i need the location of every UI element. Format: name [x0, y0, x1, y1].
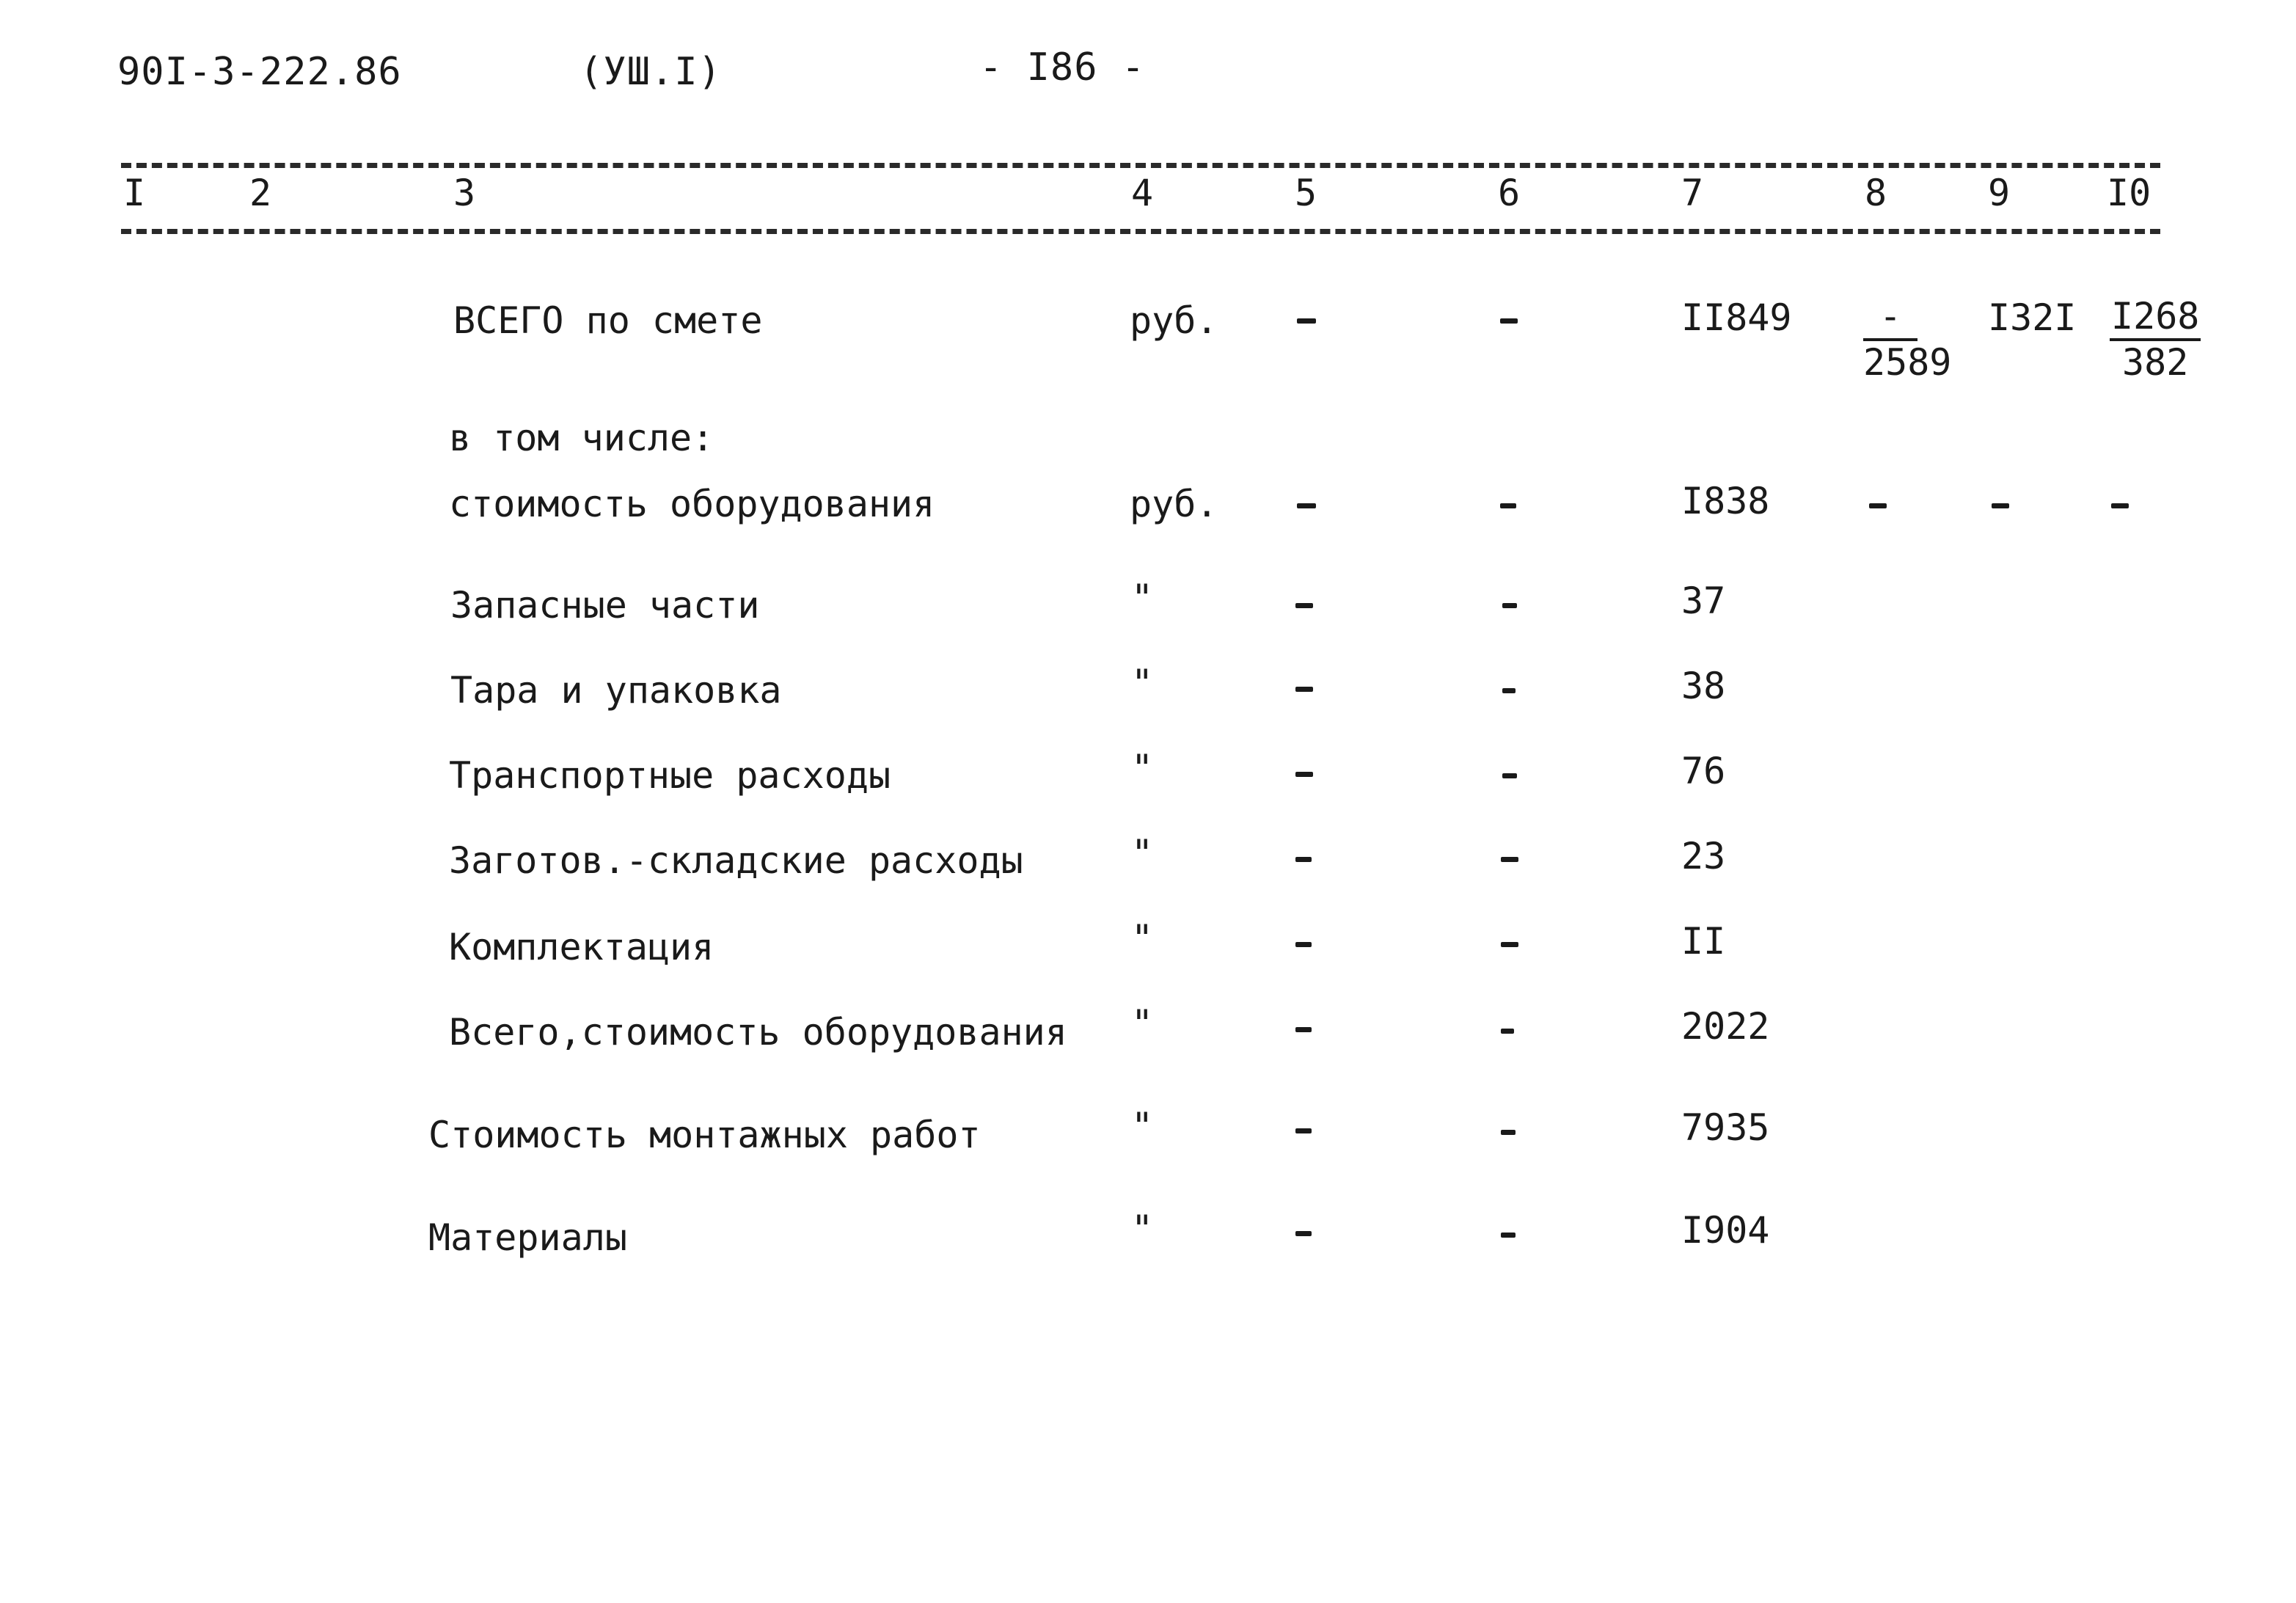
- row-unit: ": [1131, 1105, 1154, 1147]
- row-total: I904: [1681, 1209, 1770, 1252]
- summary-col10-numerator: I268: [2110, 296, 2201, 341]
- row-col5-dash: [1295, 942, 1312, 947]
- row-label: Комплектация: [449, 926, 714, 968]
- row-col5-dash: [1295, 603, 1313, 608]
- equipment-col5-dash: [1297, 503, 1316, 508]
- row-label: Стоимость монтажных работ: [428, 1114, 981, 1156]
- equipment-col9-dash: [1992, 503, 2009, 508]
- row-total: 38: [1681, 665, 1726, 707]
- summary-col10-fraction: [2110, 296, 2201, 383]
- row-col5-dash: [1295, 1128, 1312, 1133]
- row-col6-dash: [1502, 773, 1517, 778]
- column-number-1: I: [123, 172, 146, 214]
- equipment-total: I838: [1681, 480, 1770, 522]
- row-col5-dash: [1295, 687, 1313, 692]
- row-col6-dash: [1501, 1233, 1516, 1238]
- row-col6-dash: [1501, 857, 1518, 862]
- equipment-col10-dash: [2111, 503, 2129, 508]
- column-number-7: 7: [1681, 172, 1704, 214]
- column-number-4: 4: [1131, 172, 1154, 214]
- summary-col10-denominator: 382: [2122, 341, 2189, 384]
- summary-col8-numerator: -: [1863, 296, 1917, 341]
- column-number-3: 3: [453, 172, 476, 214]
- column-number-10: I0: [2107, 172, 2151, 214]
- row-total: 7935: [1681, 1106, 1770, 1149]
- row-label: Материалы: [428, 1216, 627, 1259]
- row-label: Тара и упаковка: [450, 669, 782, 712]
- row-label: Запасные части: [450, 584, 760, 627]
- summary-total: II849: [1681, 296, 1792, 339]
- row-col5-dash: [1295, 1231, 1312, 1236]
- document-code: 90I-3-222.86: [117, 50, 402, 94]
- row-unit: ": [1131, 832, 1154, 874]
- summary-col6-dash: [1500, 318, 1518, 324]
- summary-unit: руб.: [1130, 299, 1218, 342]
- equipment-label: стоимость оборудования: [449, 483, 935, 525]
- column-number-5: 5: [1295, 172, 1317, 214]
- row-col6-dash: [1501, 1029, 1514, 1034]
- row-label: Заготов.-складские расходы: [449, 839, 1023, 882]
- page-number: - I86 -: [979, 45, 1146, 90]
- summary-col8-denominator: 2589: [1863, 341, 1952, 384]
- column-number-8: 8: [1865, 172, 1887, 214]
- column-number-2: 2: [249, 172, 272, 214]
- summary-label: ВСЕГО по смете: [453, 299, 763, 342]
- summary-col8-fraction: [1863, 296, 1951, 383]
- row-label: Транспортные расходы: [449, 754, 891, 797]
- row-total: II: [1681, 920, 1726, 963]
- row-total: 76: [1681, 750, 1726, 792]
- summary-col9: I32I: [1988, 296, 2077, 339]
- row-col6-dash: [1502, 603, 1517, 608]
- row-col5-dash: [1295, 772, 1313, 777]
- row-label: Всего,стоимость оборудования: [449, 1011, 1067, 1054]
- row-unit: ": [1131, 917, 1154, 960]
- row-unit: ": [1131, 577, 1154, 619]
- section-number: (УШ.I): [580, 50, 722, 94]
- row-col6-dash: [1501, 942, 1518, 947]
- row-col6-dash: [1502, 688, 1516, 693]
- row-unit: ": [1131, 747, 1154, 789]
- row-col5-dash: [1295, 1027, 1312, 1032]
- column-number-6: 6: [1498, 172, 1521, 214]
- row-unit: ": [1131, 662, 1154, 704]
- subheading: в том числе:: [449, 417, 714, 459]
- equipment-unit: руб.: [1130, 483, 1218, 525]
- row-unit: ": [1131, 1002, 1154, 1045]
- equipment-col8-dash: [1869, 503, 1887, 508]
- row-col5-dash: [1295, 857, 1312, 862]
- row-total: 23: [1681, 835, 1726, 877]
- row-total: 2022: [1681, 1005, 1770, 1048]
- row-unit: ": [1131, 1208, 1154, 1250]
- column-number-9: 9: [1988, 172, 2011, 214]
- equipment-col6-dash: [1500, 503, 1516, 508]
- row-col6-dash: [1501, 1130, 1516, 1135]
- summary-col5-dash: [1297, 318, 1316, 324]
- header-bottom-rule: [121, 229, 2160, 234]
- header-top-rule: [121, 163, 2160, 168]
- row-total: 37: [1681, 580, 1726, 622]
